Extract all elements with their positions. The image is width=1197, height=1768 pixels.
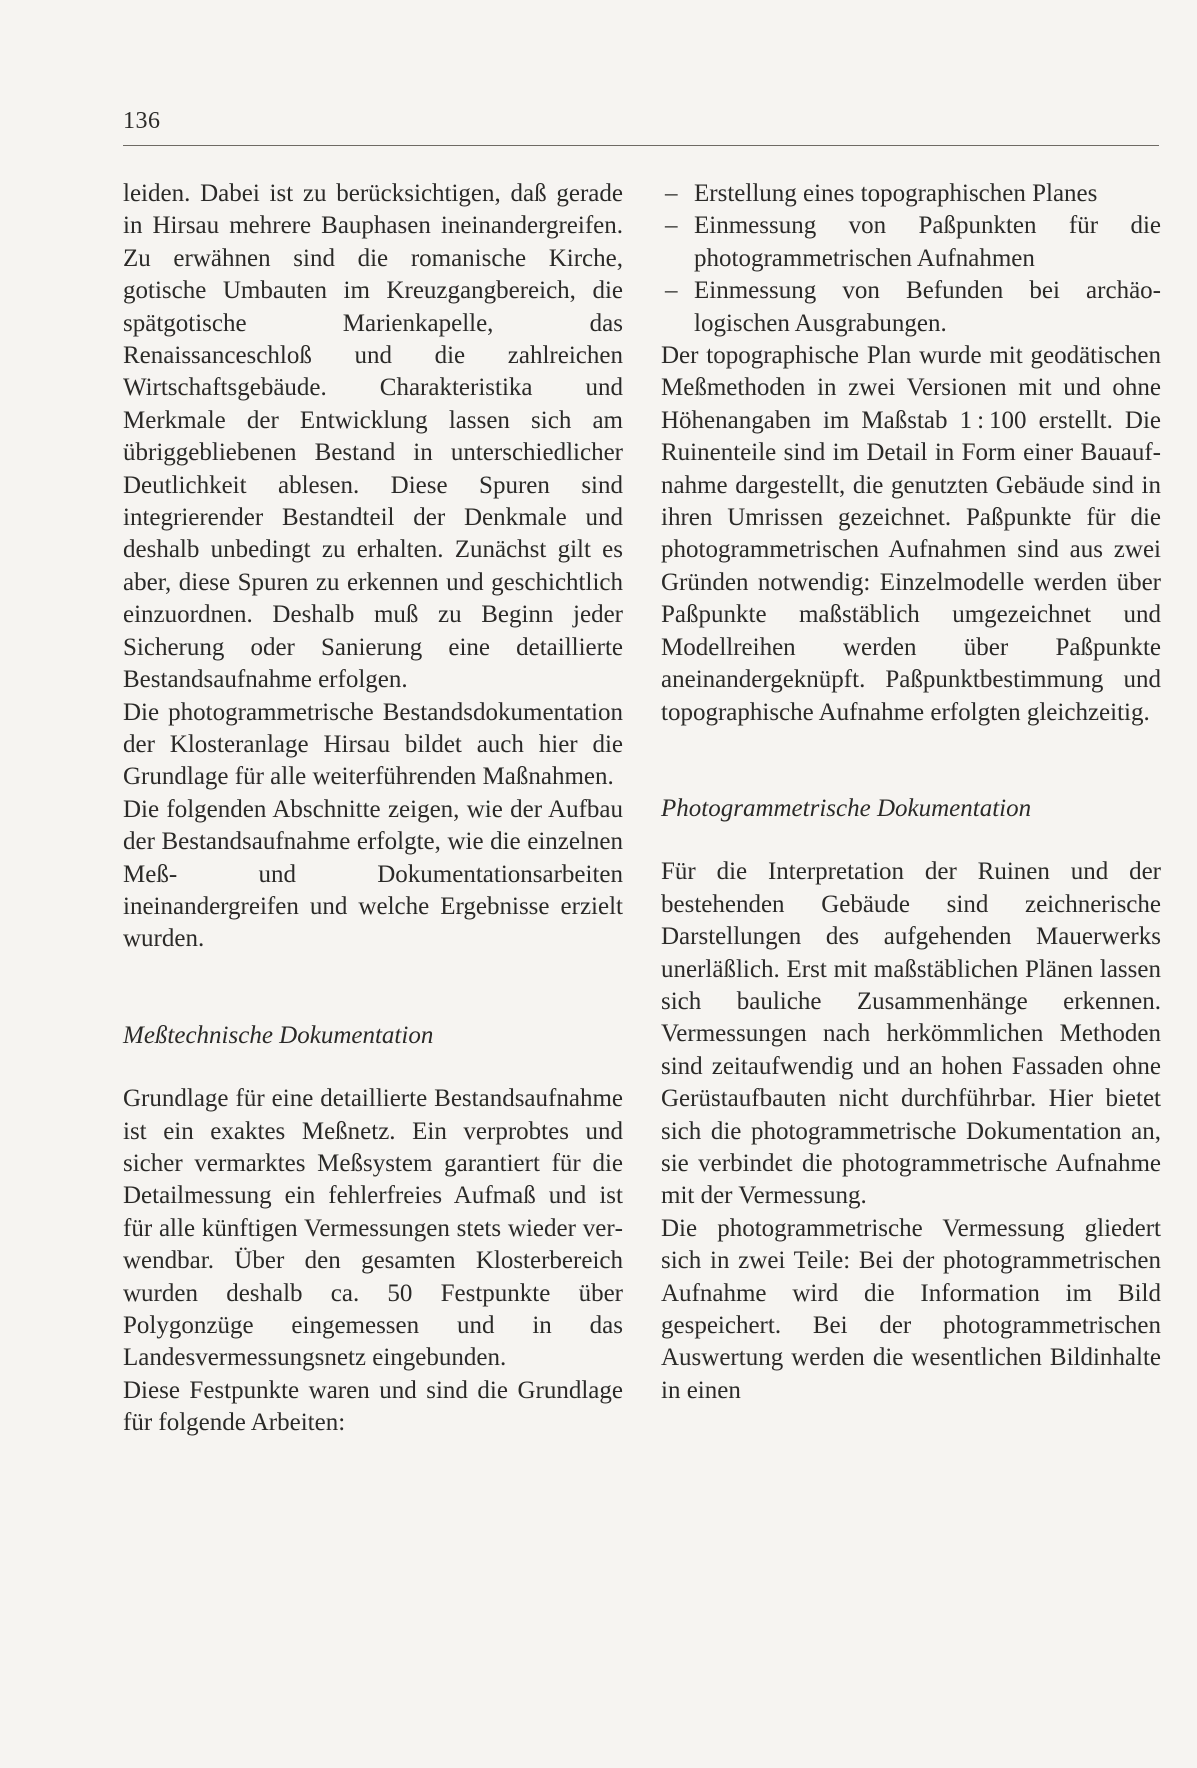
- body-paragraph: Die folgenden Abschnitte zeigen, wie der Aufbau der Bestandsaufnahme erfolgte, wie die einzelnen Meß- und Dokumentationsarbeiten ineinandergreifen und welche Ergebnisse erzielt wurden.: [123, 795, 623, 953]
- right-column: [661, 178, 1161, 1407]
- list-item: – Einmessung von Befunden bei archäologischen Ausgrabungen.: [661, 275, 1161, 340]
- list-item: – Erstellung eines topographischen Planes: [661, 178, 1161, 210]
- task-list: [661, 178, 1161, 340]
- left-column: [123, 178, 623, 1440]
- header-divider: [123, 145, 1159, 146]
- body-paragraph: Grundlage für eine detaillierte Bestandsaufnahme ist ein exaktes Meßnetz. Ein verprobtes und sicher vermarktes Meßsystem garantiert für die Detailmessung ein fehlerfreies Aufmaß und ist für alle künftigen Vermessungen stets wieder verwendbar. Über den gesamten Klosterbereich wurden deshalb ca. 50 Festpunkte über Polygonzüge eingemessen und in das Landesvermessungsnetz eingebunden.: [123, 1085, 623, 1372]
- page-number: 136: [123, 108, 161, 134]
- body-paragraph: leiden. Dabei ist zu berücksichtigen, daß gerade in Hirsau mehrere Bauphasen ineinandergreifen. Zu erwähnen sind die romanische Kirche, gotische Umbauten im Kreuzgangbereich, die spätgotische Marienkapelle, das Renaissanceschloß und die zahlreichen Wirtschaftsgebäude. Charakteristika und Merkmale der Entwicklung lassen sich am übriggebliebenen Bestand in unterschiedlicher Deutlichkeit ablesen. Diese Spuren sind integrierender Bestandteil der Denkmale und deshalb unbedingt zu erhalten. Zunächst gilt es aber, diese Spuren zu erkennen und geschichtlich einzuordnen. Deshalb muß zu Beginn jeder Sicherung oder Sanierung eine detaillierte Bestandsaufnahme erfolgen.: [123, 180, 623, 694]
- section-heading: Photogrammetrische Dokumentation: [661, 794, 1032, 822]
- body-paragraph: Für die Interpretation der Ruinen und der bestehenden Gebäude sind zeichnerische Darstellungen des aufgehenden Mauerwerks unerläßlich. Erst mit maßstäblichen Plänen lassen sich bauliche Zusammenhänge erkennen. Vermessungen nach herkömmlichen Methoden sind zeitaufwendig und an hohen Fassaden ohne Gerüstaufbauten nicht durchführbar. Hier bietet sich die photogrammetrische Dokumentation an, sie verbindet die photogrammetrische Aufnahme mit der Vermessung.: [661, 858, 1161, 1210]
- section-heading: Meßtechnische Dokumentation: [123, 1021, 434, 1049]
- body-paragraph: Die photogrammetrische Bestandsdokumentation der Klosteranlage Hirsau bildet auch hier die Grundlage für alle weiterführenden Maßnahmen.: [123, 698, 623, 791]
- body-paragraph: Der topographische Plan wurde mit geodätischen Meßmethoden in zwei Versionen mit und ohne Höhenangaben im Maßstab 1 : 100 erstellt. Die Ruinenteile sind im Detail in Form einer Bauaufnahme dargestellt, die genutzten Gebäude sind in ihren Umrissen gezeichnet. Paßpunkte für die photogrammetrischen Aufnahmen sind aus zwei Gründen notwendig: Einzelmodelle werden über Paßpunkte maßstäblich umgezeichnet und Modellreihen werden über Paßpunkte aneinandergeknüpft. Paßpunktbestimmung und topographische Aufnahme erfolgten gleichzeitig.: [661, 342, 1161, 726]
- list-item: – Einmessung von Paßpunkten für die photogrammetrischen Aufnahmen: [661, 210, 1161, 275]
- body-paragraph: Die photogrammetrische Vermessung gliedert sich in zwei Teile: Bei der photogrammetrischen Aufnahme wird die Information im Bild gespeichert. Bei der photogrammetrischen Auswertung werden die wesentlichen Bildinhalte in einen: [661, 1214, 1161, 1404]
- body-paragraph: Diese Festpunkte waren und sind die Grundlage für folgende Arbeiten:: [123, 1376, 623, 1437]
